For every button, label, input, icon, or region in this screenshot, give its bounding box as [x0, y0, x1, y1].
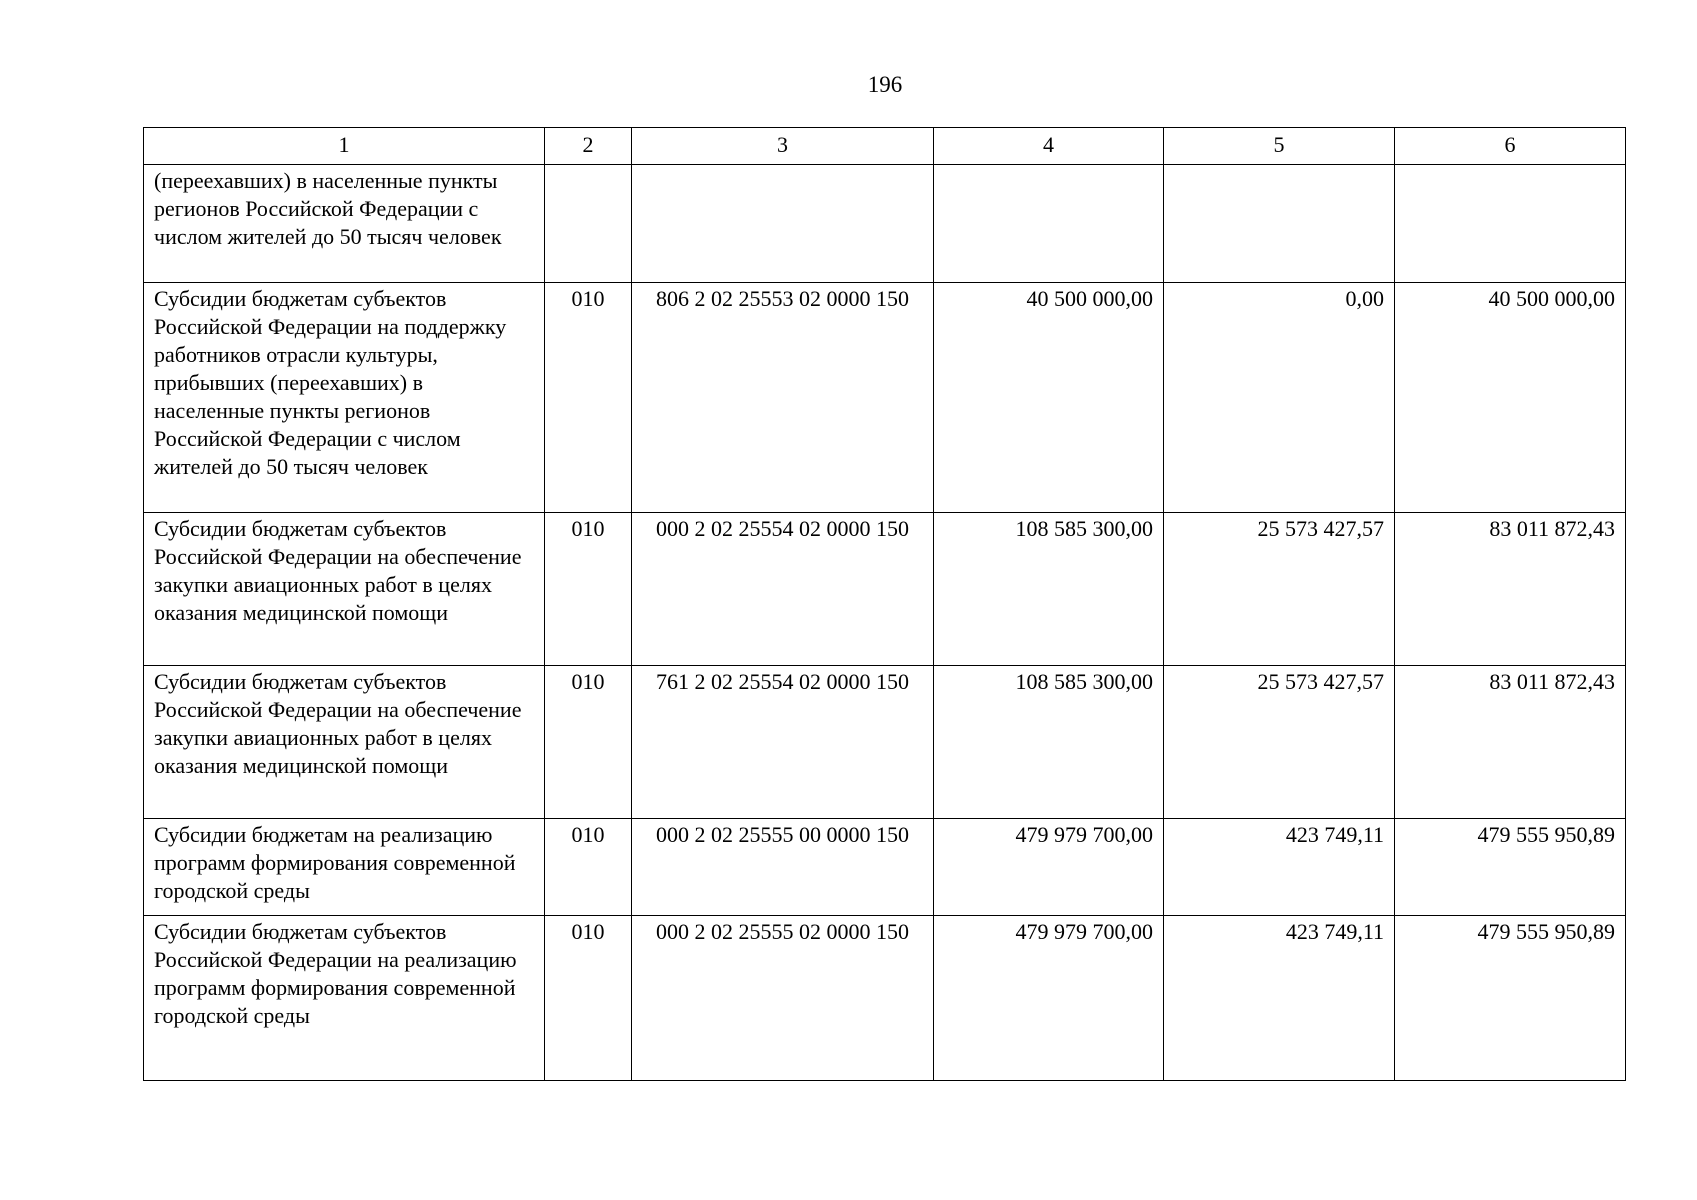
column-header-5: 5: [1164, 128, 1395, 165]
row-value-6: 83 011 872,43: [1395, 513, 1626, 666]
header-row: [144, 128, 1626, 165]
row-value-6: 479 555 950,89: [1395, 819, 1626, 916]
row-name: (переехавших) в населенные пункты регионов Российской Федерации с числом жителей до 50 тысяч человек: [144, 165, 545, 283]
row-kbk: 000 2 02 25555 02 0000 150: [632, 916, 934, 1081]
column-header-4: 4: [934, 128, 1164, 165]
row-value-6: 83 011 872,43: [1395, 666, 1626, 819]
table-row: [144, 513, 1626, 666]
row-name: Субсидии бюджетам субъектов Российской Федерации на поддержку работников отрасли культуры, прибывших (переехавших) в населенные пункты регионов Российской Федерации с числом жителей до 50 тысяч человек: [144, 283, 545, 513]
row-value-6: 479 555 950,89: [1395, 916, 1626, 1081]
column-header-1: 1: [144, 128, 545, 165]
row-value-5: 423 749,11: [1164, 819, 1395, 916]
table-row: [144, 165, 1626, 283]
row-name: Субсидии бюджетам субъектов Российской Федерации на реализацию программ формирования современной городской среды: [144, 916, 545, 1081]
column-header-3: 3: [632, 128, 934, 165]
table-row: [144, 916, 1626, 1081]
table-row: [144, 666, 1626, 819]
row-value-5: [1164, 165, 1395, 283]
row-name: Субсидии бюджетам субъектов Российской Федерации на обеспечение закупки авиационных работ в целях оказания медицинской помощи: [144, 666, 545, 819]
row-code: 010: [545, 666, 632, 819]
row-code: 010: [545, 819, 632, 916]
row-kbk: 761 2 02 25554 02 0000 150: [632, 666, 934, 819]
row-value-4: 40 500 000,00: [934, 283, 1164, 513]
page-number: 196: [867, 72, 903, 97]
row-value-4: 108 585 300,00: [934, 666, 1164, 819]
row-value-4: 479 979 700,00: [934, 819, 1164, 916]
table-row: [144, 283, 1626, 513]
column-header-6: 6: [1395, 128, 1626, 165]
row-value-5: 0,00: [1164, 283, 1395, 513]
table-row: [144, 819, 1626, 916]
row-kbk: 000 2 02 25554 02 0000 150: [632, 513, 934, 666]
row-name: Субсидии бюджетам на реализацию программ формирования современной городской среды: [144, 819, 545, 916]
row-value-5: 25 573 427,57: [1164, 666, 1395, 819]
column-header-2: 2: [545, 128, 632, 165]
row-code: [545, 165, 632, 283]
row-value-4: [934, 165, 1164, 283]
row-kbk: 000 2 02 25555 00 0000 150: [632, 819, 934, 916]
row-value-5: 423 749,11: [1164, 916, 1395, 1081]
row-name: Субсидии бюджетам субъектов Российской Федерации на обеспечение закупки авиационных работ в целях оказания медицинской помощи: [144, 513, 545, 666]
row-value-4: 108 585 300,00: [934, 513, 1164, 666]
row-value-6: 40 500 000,00: [1395, 283, 1626, 513]
row-code: 010: [545, 283, 632, 513]
row-kbk: [632, 165, 934, 283]
row-kbk: 806 2 02 25553 02 0000 150: [632, 283, 934, 513]
budget-table: [143, 127, 1626, 1081]
row-value-5: 25 573 427,57: [1164, 513, 1395, 666]
row-value-6: [1395, 165, 1626, 283]
row-code: 010: [545, 513, 632, 666]
row-code: 010: [545, 916, 632, 1081]
row-value-4: 479 979 700,00: [934, 916, 1164, 1081]
